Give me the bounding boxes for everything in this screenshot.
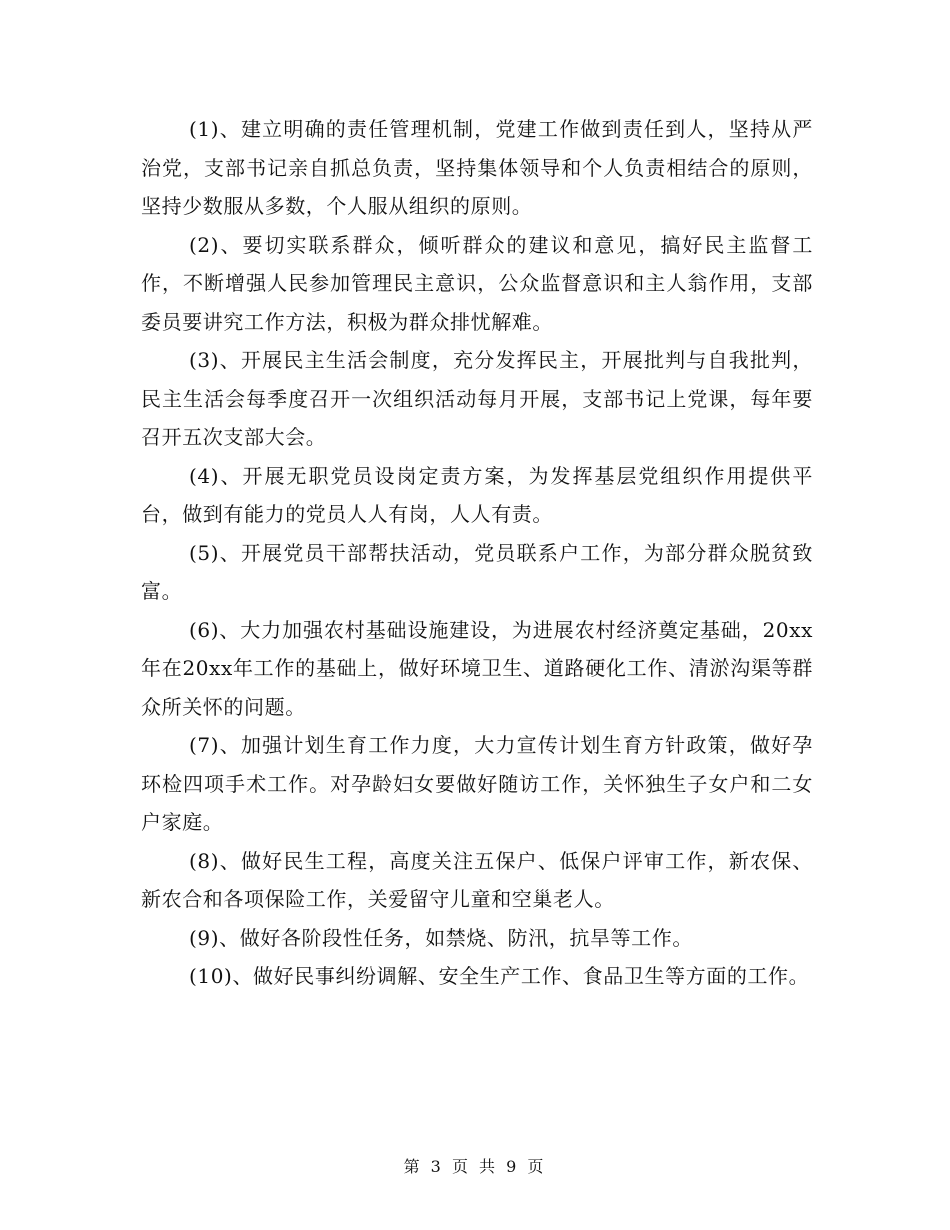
paragraph-3: (3)、开展民主生活会制度，充分发挥民主，开展批判与自我批判，民主生活会每季度召开一次组织活动每月开展，支部书记上党课，每年要召开五次支部大会。 (141, 348, 813, 449)
paragraph-4: (4)、开展无职党员设岗定责方案，为发挥基层党组织作用提供平台，做到有能力的党员人人有岗，人人有责。 (141, 463, 813, 526)
document-body (141, 110, 813, 996)
paragraph-1: (1)、建立明确的责任管理机制，党建工作做到责任到人，坚持从严治党，支部书记亲自抓总负责，坚持集体领导和个人负责相结合的原则，坚持少数服从多数，个人服从组织的原则。 (141, 117, 813, 218)
page-number: 第 3 页 共 9 页 (403, 1157, 547, 1176)
paragraph-8: (8)、做好民生工程，高度关注五保户、低保户评审工作，新农保、新农合和各项保险工作，关爱留守儿童和空巢老人。 (141, 848, 813, 911)
paragraph-10: (10)、做好民事纠纷调解、安全生产工作、食品卫生等方面的工作。 (189, 964, 810, 988)
page-footer (0, 1154, 950, 1177)
paragraph-2: (2)、要切实联系群众，倾听群众的建议和意见，搞好民主监督工作，不断增强人民参加管理民主意识，公众监督意识和主人翁作用，支部委员要讲究工作方法，积极为群众排忧解难。 (141, 232, 813, 334)
paragraph-9: (9)、做好各阶段性任务，如禁烧、防汛，抗旱等工作。 (189, 925, 693, 950)
paragraph-7: (7)、加强计划生育工作力度，大力宣传计划生育方针政策，做好孕环检四项手术工作。对孕龄妇女要做好随访工作，关怀独生子女户和二女户家庭。 (141, 733, 813, 834)
paragraph-6: (6)、大力加强农村基础设施建设，为进展农村经济奠定基础，20xx年在20xx年工作的基础上，做好环境卫生、道路硬化工作、清淤沟渠等群众所关怀的问题。 (141, 617, 813, 719)
paragraph-5: (5)、开展党员干部帮扶活动，党员联系户工作，为部分群众脱贫致富。 (141, 540, 813, 603)
